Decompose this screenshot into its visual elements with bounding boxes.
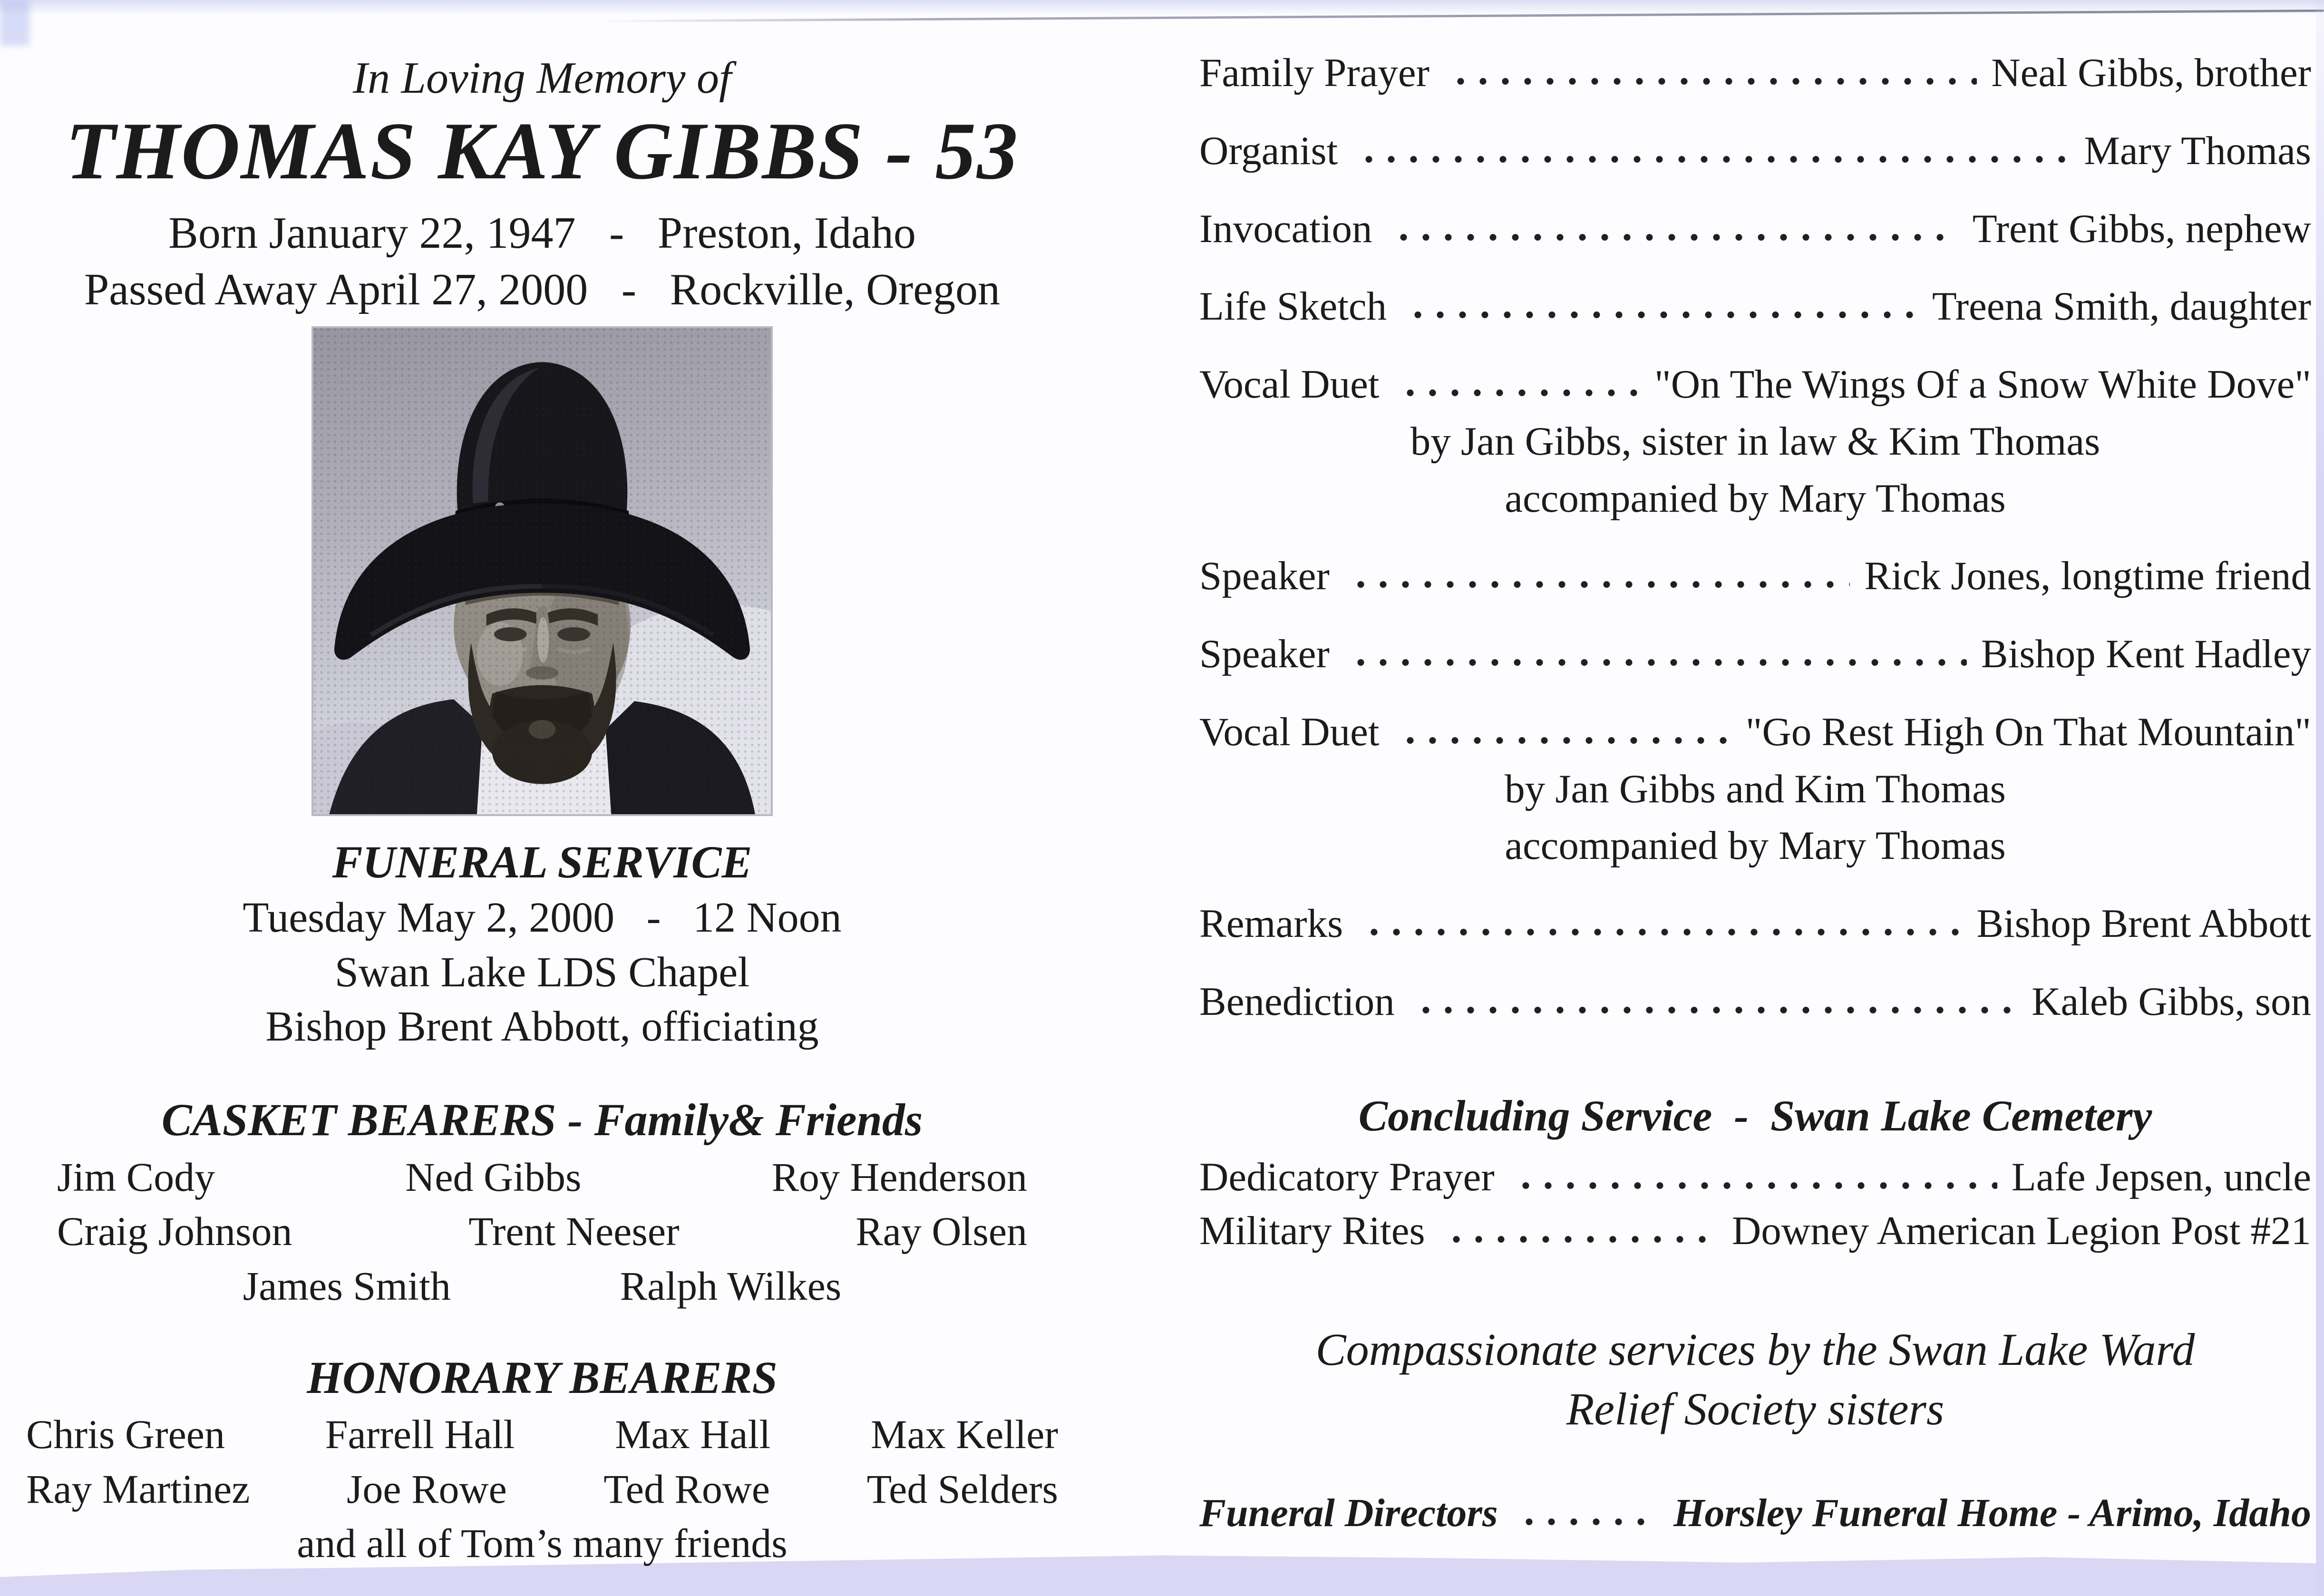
bearer-name: Farrell Hall	[325, 1411, 515, 1458]
dot-leader	[1348, 658, 1967, 667]
bearer-name: Max Hall	[615, 1411, 771, 1458]
program-performers: by Jan Gibbs, sister in law & Kim Thomas	[1410, 418, 2100, 464]
bearer-name: Chris Green	[26, 1411, 225, 1458]
dot-leader	[1448, 77, 1977, 86]
compassionate-services-note	[1199, 1320, 2311, 1439]
funeral-directors-row	[1199, 1490, 2311, 1537]
bearer-name: Ralph Wilkes	[620, 1263, 842, 1309]
program-name: Treena Smith, daughter	[1932, 284, 2311, 329]
dot-leader	[1397, 736, 1731, 745]
bearer-name: Ray Olsen	[856, 1208, 1027, 1255]
program-accompanist: accompanied by Mary Thomas	[1505, 823, 2006, 868]
program-name: Kaleb Gibbs, son	[2032, 979, 2311, 1024]
dot-leader	[1413, 1005, 2017, 1015]
program-song-title: "Go Rest High On That Mountain"	[1745, 709, 2311, 754]
program-label: Speaker	[1199, 554, 1330, 599]
bearer-name: Ted Selders	[866, 1466, 1058, 1512]
program-name: Neal Gibbs, brother	[1991, 50, 2311, 95]
program-label: Organist	[1199, 128, 1338, 173]
concluding-service-heading: Concluding Service - Swan Lake Cemetery	[1358, 1091, 2152, 1140]
program-name: Trent Gibbs, nephew	[1972, 206, 2311, 251]
bearer-name: Max Keller	[870, 1411, 1058, 1458]
memorial-eyebrow: In Loving Memory of	[352, 53, 732, 103]
program-name: Rick Jones, longtime friend	[1864, 554, 2311, 599]
program-name: Bishop Kent Hadley	[1981, 632, 2311, 676]
bearer-name: Ned Gibbs	[405, 1154, 582, 1200]
program-label: Family Prayer	[1199, 50, 1429, 95]
portrait-photo-illustration	[311, 326, 773, 816]
program-row	[1199, 901, 2311, 947]
memorial-column	[12, 26, 1072, 1566]
dot-leader	[1356, 155, 2070, 164]
dot-leader	[1397, 388, 1640, 398]
program-row	[1199, 1154, 2311, 1201]
casket-bearers-row	[12, 1155, 1072, 1200]
bearer-name: Jim Cody	[57, 1154, 215, 1200]
program-row	[1199, 553, 2311, 600]
compassionate-line: Relief Society sisters	[1566, 1383, 1945, 1434]
death-line: Passed Away April 27, 2000 - Rockville, Oregon	[84, 265, 1000, 315]
program-label: Remarks	[1199, 901, 1343, 946]
bearer-name: Craig Johnson	[57, 1208, 292, 1255]
program-row	[1199, 128, 2311, 175]
bearer-name: Joe Rowe	[346, 1466, 507, 1512]
portrait-photo	[311, 326, 773, 816]
program-row	[1199, 50, 2311, 97]
program-column	[1199, 50, 2311, 1536]
dot-leader	[1391, 233, 1958, 242]
funeral-directors-label: Funeral Directors	[1199, 1490, 1498, 1535]
program-name: Bishop Brent Abbott	[1976, 901, 2311, 946]
program-label: Vocal Duet	[1199, 362, 1380, 407]
honorary-bearers-footer: and all of Tom’s many friends	[297, 1520, 788, 1567]
bearer-name: Trent Neeser	[468, 1208, 680, 1255]
dot-leader	[1361, 927, 1962, 937]
program-performers: by Jan Gibbs and Kim Thomas	[1505, 766, 2006, 811]
service-date-line: Tuesday May 2, 2000 - 12 Noon	[243, 894, 842, 941]
deceased-name-title: THOMAS KAY GIBBS - 53	[65, 106, 1019, 197]
program-row	[1199, 206, 2311, 253]
service-officiant-line: Bishop Brent Abbott, officiating	[265, 1003, 819, 1051]
bearer-name: Roy Henderson	[771, 1154, 1027, 1200]
dot-leader	[1405, 310, 1918, 320]
program-label: Dedicatory Prayer	[1199, 1154, 1495, 1199]
dot-leader	[1513, 1181, 1997, 1190]
dot-leader	[1443, 1235, 1718, 1244]
program-row	[1199, 283, 2311, 330]
casket-bearers-row	[12, 1209, 1072, 1254]
service-location-line: Swan Lake LDS Chapel	[334, 948, 750, 996]
dot-leader	[1516, 1518, 1659, 1526]
program-row	[1199, 709, 2311, 756]
birth-line: Born January 22, 1947 - Preston, Idaho	[168, 208, 916, 258]
program-label: Speaker	[1199, 632, 1330, 676]
funeral-service-heading: FUNERAL SERVICE	[332, 837, 752, 888]
honorary-bearers-heading: HONORARY BEARERS	[307, 1352, 778, 1403]
bearer-name: Ray Martinez	[26, 1466, 250, 1512]
program-label: Vocal Duet	[1199, 709, 1380, 754]
compassionate-line: Compassionate services by the Swan Lake Ward	[1315, 1324, 2195, 1375]
honorary-bearers-row	[12, 1467, 1072, 1512]
casket-bearers-row	[12, 1264, 1072, 1309]
program-accompanist: accompanied by Mary Thomas	[1505, 476, 2006, 521]
casket-bearers-heading: CASKET BEARERS - Family& Friends	[161, 1094, 923, 1146]
program-name: Lafe Jepsen, uncle	[2011, 1154, 2311, 1199]
program-label: Life Sketch	[1199, 284, 1387, 329]
scan-artifact-right-edge	[2316, 0, 2324, 1596]
program-song-title: "On The Wings Of a Snow White Dove"	[1654, 362, 2311, 407]
program-label: Military Rites	[1199, 1208, 1425, 1254]
program-row	[1199, 361, 2311, 408]
bearer-name: James Smith	[243, 1263, 451, 1309]
program-label: Invocation	[1199, 206, 1372, 251]
program-name: Downey American Legion Post #21	[1731, 1208, 2311, 1254]
bearer-name: Ted Rowe	[603, 1466, 770, 1512]
funeral-directors-name: Horsley Funeral Home - Arimo, Idaho	[1673, 1490, 2311, 1535]
program-row	[1199, 979, 2311, 1025]
dot-leader	[1348, 580, 1850, 589]
program-row	[1199, 631, 2311, 678]
program-label: Benediction	[1199, 979, 1395, 1024]
program-name: Mary Thomas	[2084, 128, 2311, 173]
honorary-bearers-row	[12, 1412, 1072, 1457]
program-row	[1199, 1208, 2311, 1255]
